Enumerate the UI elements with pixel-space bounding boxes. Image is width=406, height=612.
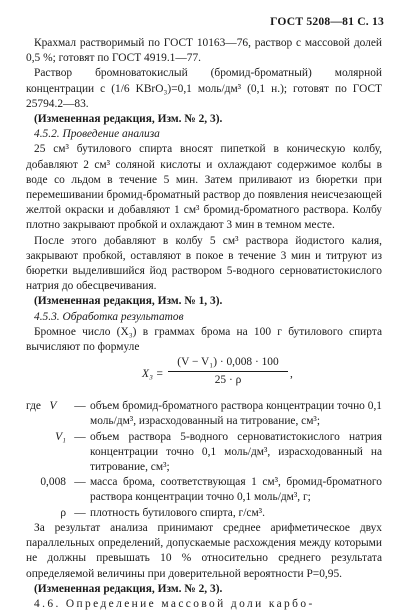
edit-note-3: (Измененная редакция, Изм. № 2, 3).	[34, 582, 223, 595]
edit-note-1: (Измененная редакция, Изм. № 2, 3).	[34, 113, 223, 126]
definition-dash: —	[74, 430, 86, 443]
formula-numerator: (V − V₁) · 0,008 · 100	[168, 355, 288, 372]
paragraph-bromate-solution: Раствор бромноватокислый (бромид-броматный) молярной концентрации c (1/6 KBrO₃)=0,1 моль/дм³ (0,1 н.); готовят по ГОСТ 25794.2—83.	[26, 67, 382, 110]
section-4-6-heading: 4.6. Определение массовой доли карбо-	[34, 597, 315, 610]
definition-dash: —	[74, 476, 86, 489]
paragraph-procedure-2: После этого добавляют в колбу 5 см³ раствора йодистого калия, закрывают пробкой, оставляют в покое в течение 3 мин и титруют из бюретки выделившийся йод раствором 5-водного серноватистокислого натрия до обесцвечивания.	[26, 234, 382, 293]
paragraph-formula-intro: Бромное число (X₃) в граммах брома на 100 г бутилового спирта вычисляют по формуле	[26, 325, 382, 354]
section-4-5-2-heading: 4.5.2. Проведение анализа	[34, 128, 160, 141]
formula-suffix: ,	[290, 368, 293, 381]
section-4-5-3-heading: 4.5.3. Обработка результатов	[34, 310, 184, 323]
definition-text: объем раствора 5-водного серноватистокислого натрия концентрации точно 0,1 моль/дм³, израсходованный на титрование, см³;	[90, 430, 382, 474]
paragraph-result: За результат анализа принимают среднее арифметическое двух параллельных определений, допускаемые расхождения между которыми не должны превышать 10 % относительно среднего результата определяемой величины при доверительной вероятности P=0,95.	[26, 521, 382, 580]
page-header: ГОСТ 5208—81 С. 13	[270, 15, 384, 28]
bromine-number-formula	[26, 355, 382, 399]
definition-row	[26, 399, 382, 429]
where-label: где V	[26, 400, 57, 413]
definition-symbol: 0,008	[40, 476, 66, 489]
definition-text: объем бромид-броматного раствора концентрации точно 0,1 моль/дм³, израсходованный на титрование, см³;	[90, 400, 382, 428]
document-body	[26, 36, 382, 612]
definition-row	[26, 430, 382, 476]
formula-denominator: 25 · ρ	[214, 374, 242, 387]
edit-note-2: (Измененная редакция, Изм. № 1, 3).	[34, 295, 223, 308]
paragraph-procedure-1: 25 см³ бутилового спирта вносят пипеткой в коническую колбу, добавляют 2 см³ соляной кислоты и охлаждают содержимое колбы в воде со льдом в течение 5 мин. Затем приливают из бюретки при перемешивании бромид-броматный раствор до появления неисчезающей желтой окраски и добавляют 1 см³ бромид-броматного раствора. Колбу плотно закрывают пробкой и охлаждают 3 мин в темном месте.	[26, 143, 382, 232]
definition-row	[26, 475, 382, 505]
definition-symbol: ρ	[60, 506, 66, 519]
definition-symbol: V₁	[55, 430, 66, 443]
definition-dash: —	[74, 506, 86, 519]
definition-text: масса брома, соответствующая 1 см³, бромид-броматного раствора концентрации точно 0,1 моль/дм³, г;	[90, 476, 382, 504]
definition-row	[26, 506, 382, 521]
formula-fraction	[168, 355, 288, 388]
formula-lhs: X₃ =	[142, 368, 164, 381]
definitions-list	[26, 399, 382, 521]
definition-text: плотность бутилового спирта, г/см³.	[90, 506, 265, 519]
definition-dash: —	[74, 400, 86, 413]
paragraph-starch: Крахмал растворимый по ГОСТ 10163—76, раствор с массовой долей 0,5 %; готовят по ГОСТ 4919.1—77.	[26, 37, 382, 65]
